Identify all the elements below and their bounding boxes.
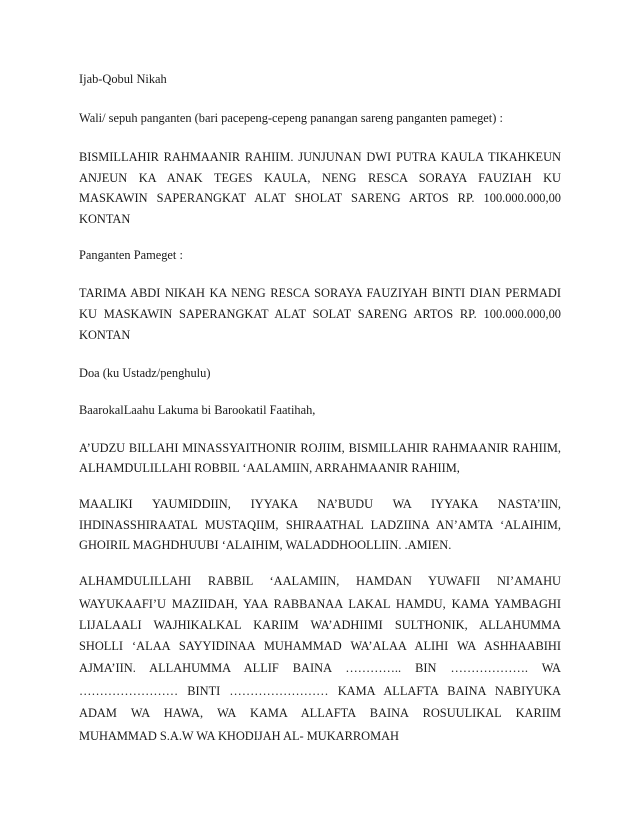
final-line: WAYUKAAFI’U MAZIIDAH, YAA RABBANAA LAKAL HAMDU, KAMA YAMBAGHI	[79, 597, 561, 611]
wali-line: MASKAWIN SAPERANGKAT ALAT SHOLAT SARENG ARTOS RP. 100.000.000,00	[79, 191, 561, 205]
baarokal-line: BaarokalLaahu Lakuma bi Barookatil Faatihah,	[79, 403, 316, 417]
wali-line: ANJEUN KA ANAK TEGES KAULA, NENG RESCA SORAYA FAUZIAH KU	[79, 171, 561, 185]
final-line: SHOLLI ‘ALAA SAYYIDINAA MUHAMMAD WA’ALAA ALIHI WA ASHHAABIHI	[79, 639, 561, 653]
pameget-heading: Panganten Pameget :	[79, 248, 183, 262]
final-line: …………………… BINTI …………………… KAMA ALLAFTA BAINA NABIYUKA	[79, 684, 561, 698]
maaliki-line: IHDINASSHIRAATAL MUSTAQIIM, SHIRAATHAL LADZIINA AN’AMTA ‘ALAIHIM,	[79, 518, 561, 532]
pameget-line: KONTAN	[79, 328, 131, 342]
maaliki-line: GHOIRIL MAGHDHUUBI ‘ALAIHIM, WALADDHOOLLIIN. .AMIEN.	[79, 538, 452, 552]
final-line: AJMA’IIN. ALLAHUMMA ALLIF BAINA ………….. BIN ………………. WA	[79, 661, 561, 675]
pameget-line: KU MASKAWIN SAPERANGKAT ALAT SOLAT SARENG ARTOS RP. 100.000.000,00	[79, 307, 561, 321]
wali-line: KONTAN	[79, 212, 131, 226]
final-line: LIJALAALI WAJHIKALKAL KARIIM WA’ADHIIMI SULTHONIK, ALLAHUMMA	[79, 618, 561, 632]
doa-heading: Doa (ku Ustadz/penghulu)	[79, 366, 211, 380]
wali-heading: Wali/ sepuh panganten (bari pacepeng-cepeng panangan sareng panganten pameget) :	[79, 111, 503, 125]
final-line: ADAM WA HAWA, WA KAMA ALLAFTA BAINA ROSUULIKAL KARIIM	[79, 706, 561, 720]
final-line: ALHAMDULILLAHI RABBIL ‘AALAMIIN, HAMDAN YUWAFII NI’AMAHU	[79, 574, 561, 588]
final-line: MUHAMMAD S.A.W WA KHODIJAH AL- MUKARROMAH	[79, 729, 399, 743]
maaliki-line: MAALIKI YAUMIDDIIN, IYYAKA NA’BUDU WA IYYAKA NASTA’IIN,	[79, 497, 561, 511]
audzu-line: ALHAMDULILLAHI ROBBIL ‘AALAMIIN, ARRAHMAANIR RAHIIM,	[79, 461, 460, 475]
wali-line: BISMILLAHIR RAHMAANIR RAHIIM. JUNJUNAN DWI PUTRA KAULA TIKAHKEUN	[79, 150, 561, 164]
document-title: Ijab-Qobul Nikah	[79, 72, 167, 86]
pameget-line: TARIMA ABDI NIKAH KA NENG RESCA SORAYA FAUZIYAH BINTI DIAN PERMADI	[79, 286, 561, 300]
audzu-line: A’UDZU BILLAHI MINASSYAITHONIR ROJIIM, BISMILLAHIR RAHMAANIR RAHIIM,	[79, 441, 561, 455]
